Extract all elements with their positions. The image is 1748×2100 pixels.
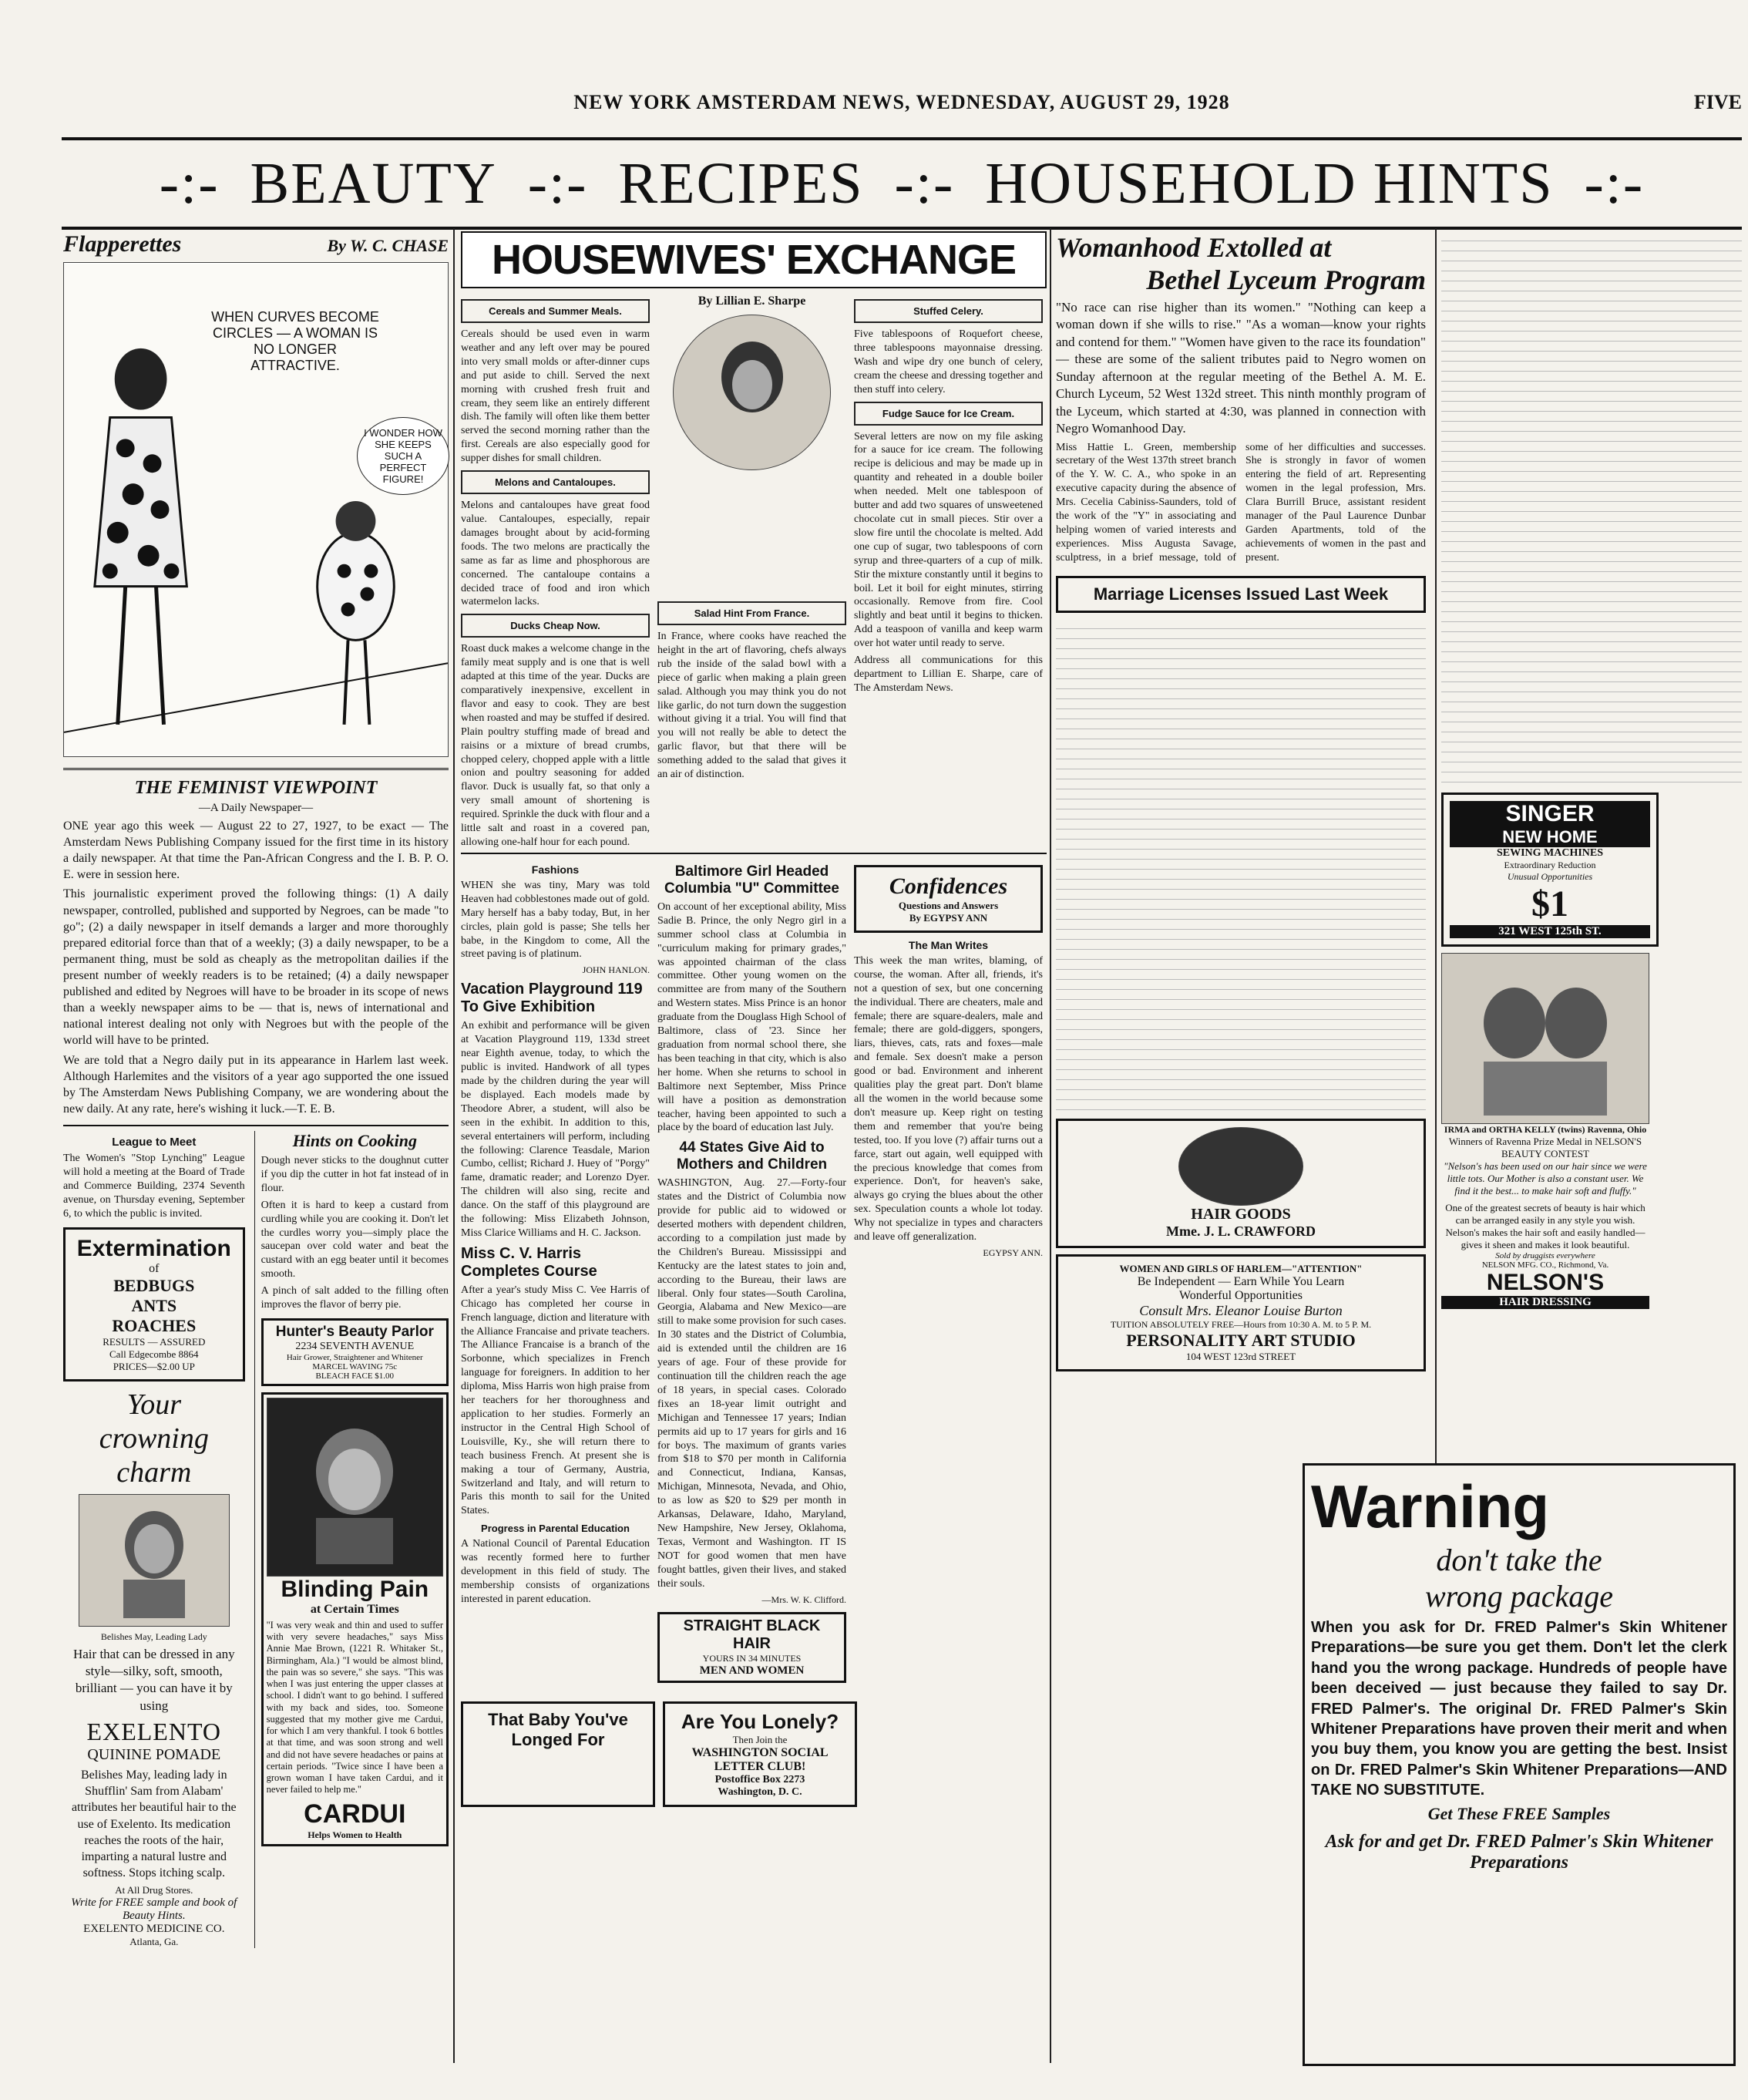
exelento-stores: At All Drug Stores.: [115, 1884, 193, 1896]
straight-sub2: MEN AND WOMEN: [699, 1664, 805, 1677]
exelento-city: Atlanta, Ga.: [129, 1936, 179, 1948]
portrait-icon: [706, 335, 798, 450]
exchange-body: [461, 294, 1047, 853]
melons-body: Melons and cantaloupes have great food value. Cantaloupes, especially, repair damages brought about by acid-forming foods. The two melons are practically the same as far as lime and phosphorous are concerned. The cantaloupe contains a decided trace of food and iron which watermelon lacks.: [461, 500, 650, 608]
hints-title: Hints on Cooking: [292, 1130, 417, 1150]
feminist-source: —A Daily Newspaper—: [198, 802, 314, 814]
cardui-tag: Helps Women to Health: [308, 1829, 402, 1840]
confidences-heading: The Man Writes: [908, 938, 989, 951]
harris-title: Miss C. V. Harris Completes Course: [461, 1244, 597, 1280]
crowning-line: crowning: [99, 1422, 209, 1455]
harlem-ad: [1056, 1254, 1426, 1371]
salad-head: Salad Hint From France.: [657, 601, 846, 625]
cardui-photo: [267, 1398, 443, 1577]
exchange-col-3: [854, 294, 1043, 853]
cardui-title: Blinding Pain: [281, 1576, 429, 1602]
states-title: 44 States Give Aid to Mothers and Children: [676, 1139, 828, 1173]
states-sig: —Mrs. W. K. Clifford.: [761, 1594, 846, 1605]
vacation-body: An exhibit and performance will be given at Vacation Playground 119, 133d street near Eighth avenue, today, to which the public is invited. Handwork of all types made by the children during the year will be displayed. Each models made by Theodore Abrer, a student, will also be seen in the exhibit. In addition to this, several entertainers will perform, including the following: Clarence Teasdale, Marion Cumbo, cellist; Richard J. Huey of "Porgy" fame, dramatic reader; and Lorenzo Dyer. The children will also sing, recite and dance. On the staff of this playground are the following: Miss Elizabeth Johnson, Miss Clarice Williams and H. C. Jackson.: [461, 1020, 650, 1239]
crawford-ad: [1056, 1119, 1426, 1248]
warning-body: When you ask for Dr. FRED Palmer's Skin Whitener Preparations—be sure you get them. Don't let the clerk hand you the wrong package. Hundreds of people have been deceived — just because they failed to say Dr. FRED Palmer's. The original Dr. FRED Palmer's Skin Whitener Preparations have proven their merit and when you buy them, you know you are getting the best. Insist on Dr. FRED Palmer's Skin Whitener Preparations—AND TAKE NO SUBSTITUTE.: [1311, 1619, 1727, 1799]
cardui-body: "I was very weak and thin and used to suffer with very severe headaches," says Miss Annie Mae Brown, (1221 R. Whitaker St., Birmingham, Ala.) "I would be almost blind, the pain was so severe," she says. "This was when I was just entering the upper classes at school. I didn't want to go behind. I suffered with my back and sides, too. Someone suggested that my mother give me Cardui, for which I am very thankful. I took 6 bottles at that time, and was soon strong and well and did not have severe headaches or pains at certain periods. "Twice since I have been a grown woman I have taken Cardui, and it never failed to help me.": [266, 1619, 443, 1795]
womanhood-title-1: Womanhood Extolled at: [1056, 232, 1332, 263]
banner-recipes: RECIPES: [618, 150, 864, 216]
banner-beauty: BEAUTY: [250, 150, 497, 216]
hunters-line: BLEACH FACE $1.00: [315, 1371, 395, 1381]
marriage-listing: [1056, 619, 1426, 1112]
exelento-brand: EXELENTO: [86, 1718, 222, 1746]
harlem-line: Consult Mrs. Eleanor Louise Burton: [1139, 1302, 1343, 1318]
confidences-sig: EGYPSY ANN.: [983, 1247, 1043, 1258]
feminist-title: THE FEMINIST VIEWPOINT: [134, 778, 378, 798]
fudge-head: Fudge Sauce for Ice Cream.: [854, 402, 1043, 426]
ext-line: PRICES—$2.00 UP: [113, 1360, 195, 1372]
twins-icon: [1461, 961, 1630, 1116]
nelsons-ad: [1441, 953, 1649, 1309]
hints-paragraph: Dough never sticks to the doughnut cutter if you dip the cutter in hot fat instead of in flour.: [261, 1154, 449, 1194]
straight-sub: YOURS IN 34 MINUTES: [702, 1652, 802, 1664]
singer-price: $1: [1531, 883, 1568, 924]
feminist-paragraph: ONE year ago this week — August 22 to 27, 1927, to be exact — The Amsterdam News Publishing Company issued for the first time in its history a daily newspaper. At that time the Pan-African Congress and the I. B. P. O. E. were in session here.: [63, 819, 449, 882]
exchange-title: HOUSEWIVES' EXCHANGE: [461, 231, 1047, 288]
cereals-head: Cereals and Summer Meals.: [461, 299, 650, 323]
banner-household-hints: HOUSEHOLD HINTS: [985, 150, 1554, 216]
author-portrait: [673, 315, 831, 470]
baby-ad: [461, 1701, 655, 1807]
warning-line: don't take the: [1436, 1543, 1602, 1577]
league-title: League to Meet: [112, 1135, 197, 1149]
crowning-line: Your: [126, 1388, 181, 1421]
center-lower-col-1: [461, 859, 650, 1689]
lonely-line: Washington, D. C.: [718, 1785, 802, 1798]
warning-title: Warning: [1311, 1472, 1550, 1540]
exchange-col-2: [657, 294, 846, 853]
center-lower: [461, 853, 1047, 1689]
womanhood-title-2: Bethel Lyceum Program: [1146, 264, 1426, 295]
ext-line: ANTS: [131, 1295, 177, 1315]
section-banner: [62, 137, 1742, 230]
hunters-title: Hunter's Beauty Parlor: [275, 1323, 434, 1340]
vacation-title: Vacation Playground 119 To Give Exhibition: [461, 981, 643, 1016]
confidences-by: By EGYPSY ANN: [909, 911, 988, 924]
twins-photo: [1441, 953, 1649, 1124]
lonely-line: WASHINGTON SOCIAL LETTER CLUB!: [691, 1745, 829, 1773]
singer-line: Unusual Opportunities: [1507, 871, 1593, 882]
ext-line: BEDBUGS: [113, 1275, 195, 1295]
speech-bubble: I WONDER HOW SHE KEEPS SUCH A PERFECT FIGURE!: [357, 417, 449, 495]
harlem-line: TUITION ABSOLUTELY FREE—Hours from 10:30 A. M. to 5 P. M.: [1110, 1318, 1372, 1330]
ext-line: ROACHES: [112, 1315, 197, 1335]
cardui-sub: at Certain Times: [310, 1602, 399, 1616]
nelsons-body: Winners of Ravenna Prize Medal in NELSON'S BEAUTY CONTEST: [1448, 1136, 1642, 1159]
lonely-title: Are You Lonely?: [681, 1709, 839, 1733]
exelento-brand2: QUININE POMADE: [87, 1746, 221, 1764]
hair-goods-image: [1178, 1127, 1303, 1206]
page-number: FIVE: [1693, 91, 1742, 113]
cereals-body: Cereals should be used even in warm weather and any left over may be poured into very small molds or after-dinner cups and put aside to chill. Served the next morning with crushed fresh fruit and cream, they seem like an entirely different dish. The family will often like them better served the second morning rather than the first. Cereals are also especially good for supper dishes for small children.: [461, 328, 650, 465]
portrait-caption: Belishes May, Leading Lady: [100, 1631, 207, 1642]
hunters-ad: [261, 1318, 449, 1386]
masthead: [62, 91, 1742, 122]
warning-ad: [1303, 1463, 1736, 2066]
parental-title: Progress in Parental Education: [481, 1523, 630, 1535]
confidences-box: [854, 865, 1043, 933]
center-lower-col-2: [657, 859, 846, 1689]
singer-brand: SINGER: [1450, 801, 1650, 827]
baby-title: That Baby You've Longed For: [488, 1709, 628, 1749]
ext-title: Extermination: [76, 1235, 231, 1261]
league-body: The Women's "Stop Lynching" League will hold a meeting at the Board of Trade and Commerce Building, 2374 Seventh avenue, on Thursday evening, September 6, to which the public is invited.: [63, 1152, 245, 1220]
column-rule: [453, 228, 455, 2063]
feminist-paragraph: We are told that a Negro daily put in its appearance in Harlem last week. Although Harlemites and the visitors of a year ago supported the one issued by The Amsterdam News Publishing Company, we are wondering about the new daily. At any rate, here's wishing it luck.—T. E. B.: [63, 1053, 449, 1116]
warning-free: Get These FREE Samples: [1427, 1803, 1611, 1823]
baltimore-title: Baltimore Girl Headed Columbia "U" Committee: [664, 863, 840, 897]
fashions-author: JOHN HANLON.: [582, 964, 650, 976]
exchange-address: Address all communications for this department to Lillian E. Sharpe, care of The Amsterdam News.: [854, 655, 1043, 694]
warning-line: wrong package: [1424, 1579, 1614, 1614]
nelsons-co: NELSON MFG. CO., Richmond, Va.: [1481, 1260, 1609, 1270]
singer-brand2: NEW HOME: [1450, 827, 1650, 847]
exelento-ad: [63, 1388, 245, 1949]
ext-line: RESULTS — ASSURED: [103, 1335, 206, 1348]
banner-sep: -:-: [894, 150, 955, 216]
womanhood-body: Miss Hattie L. Green, membership secretary of the West 137th street branch of the Y. W. C. A., who spoke in an executive capacity during the absence of Mrs. Cecelia Cabiniss-Saunders, told of the work of the "Y" in associating and helping women of varied interests and experiences. Miss Augusta Savage, sculptress, in a brief message, told of some of her difficulties and successes. She is strongly in favor of women entering the field of art. Representing women in the legal profession, Mrs. Clara Burrill Bruce, assistant resident manager of the Paul Laurence Dunbar Garden Apartments, told of the achievements of women in the past and present.: [1056, 441, 1426, 564]
states-body: WASHINGTON, Aug. 27.—Forty-four states and the District of Columbia now provide for public aid to widowed or deserted mothers with dependent children, according to a compilation just made by the Children's Bureau. Mississippi and Kentucky are the latest states to join and, according to the Bureau, their laws are liberal. Only four states—South Carolina, Georgia, Alabama and New Mexico—are still to make some provision for such cases. In 30 states and the District of Columbia, aid is extended until the children are 16 years of age. Four of these provide for continuation till the children reach the age of 18 years, in special cases. Colorado fixes an 18-year limit outright and Michigan and Tennessee 17 years; Indian permits aid up to 17 years for girls and 16 for boys. The maximum of grants varies from $18 to $70 per month in California and Connecticut, Indiana, Kansas, Michigan, Minnesota, Nevada, and Ohio, to as low as $20 to $29 per month in Arkansas, Delaware, Idaho, Maryland, New Hampshire, New Jersey, Oklahoma, Texas, Vermont and Washington. IT IS NOT for good women that men have fought battles, given their lives, and staked their souls.: [657, 1177, 846, 1590]
feminist-paragraph: This journalistic experiment proved the following things: (1) A daily newspaper, controlled, published and supported by Negroes, can be made "to go"; (2) a daily newspaper in itself demands a larger and more thoroughly prepared editorial force than that of a weekly; (3) a daily newspaper, to be a permanent thing, must be sold as cheaply as the metropolitan dailies if the present number of weekly readers is to be retained; (4) a daily newspaper published and edited by Negroes will have to be broader in its scope of news than a weekly newspaper aims to be — that is, news of international and national interest dealing not only with Negroes but with the people of the world will have to be printed.: [63, 887, 449, 1048]
center-lower-col-3: [854, 859, 1043, 1689]
banner-sep: -:-: [527, 150, 588, 216]
singer-ad: [1441, 793, 1659, 947]
harlem-line: WOMEN AND GIRLS OF HARLEM—"ATTENTION": [1119, 1262, 1363, 1274]
confidences-body: This week the man writes, blaming, of course, the woman. After all, friends, it's not a question of sex, but one concerning the individual. There are cheaters, male and female; there are square-dealers, male and female; there are gold-diggers, spongers, liars, thieves, cats, rats and foxes—male and female. Sex doesn't make a person good or bad. Environment and inherent qualities play the great part. Don't blame all the women in the world because some don't measure up. Keep right on testing them and remember that you're being tested, too. If you love (?) affair turns out a farce, start out again, well equipped with the precious knowledge that comes from experience. Don't, for heaven's sake, always go crying the blues about the other sex. Speculation counts a whole lot today. Why not specialize in types and characters and leave off generalization.: [854, 954, 1043, 1244]
column-rule: [1050, 228, 1051, 2063]
salad-body: In France, where cooks have reached the height in the art of flavoring, chefs always rub the inside of the salad bowl with a piece of garlic when making a plain green salad. Although you may think you do not like garlic, do not turn down the suggestion without giving it a trial. You will find that you will not really be able to detect the garlic flavor, but that there will be something added to the salad that gives it an air of distinction.: [657, 631, 846, 781]
masthead-line: NEW YORK AMSTERDAM NEWS, WEDNESDAY, AUGUST 29, 1928: [573, 91, 1230, 113]
nelsons-caption: IRMA and ORTHA KELLY (twins) Ravenna, Ohio: [1444, 1124, 1647, 1135]
flapperettes-byline: By W. C. CHASE: [327, 236, 449, 255]
womanhood-lead: "No race can rise higher than its women." "Nothing can keep a woman down if she wills to rise." "As a woman—know your rights and contend for them." "Women have given to the race its foundation" — these are some of the salient tributes paid to Negro women on Sunday afternoon at the regular meeting of the Bethel A. M. E. Church Lyceum, 52 West 132d street. This ninth monthly program of the Lyceum, which started at 4:30, was planned in connection with Negro Womanhood Day.: [1056, 300, 1426, 436]
portrait-icon: [293, 1410, 416, 1564]
parental-body: A National Council of Parental Education was recently formed here to further development in this field of study. The membership consists of organizations interested in parent education.: [461, 1538, 650, 1605]
column-left: [63, 231, 449, 1948]
ducks-head: Ducks Cheap Now.: [461, 614, 650, 638]
exelento-body2: Belishes May, leading lady in Shufflin' Sam from Alabam' attributes her beautiful hair to the use of Exelento. Its medication reaches the roots of the hair, imparting a natural lustre and softness. Stops itching scalp.: [71, 1769, 237, 1880]
nelsons-brand2: HAIR DRESSING: [1441, 1296, 1649, 1309]
confidences-title: Confidences: [889, 873, 1008, 899]
fudge-body: Several letters are now on my file asking for a sauce for ice cream. The following recipe is delicious and may be made up in quantity and reheated in a double boiler when needed. Melt one tablespoon of butter and add two squares of unsweetened chocolate cut in small pieces. Stir over a slow fire until the chocolate is melted. Add one cup of sugar, two tablespoons of corn syrup and three-quarters of a cup of milk. Stir the mixture constantly until it begins to boil. Let it boil for eight minutes, stirring occasionally. Remove from fire. Cool slightly and beat until it begins to thicken. Add a teaspoon of vanilla and keep warm over hot water until ready to serve.: [854, 430, 1043, 650]
nelsons-body2: One of the greatest secrets of beauty is hair which can be arranged easily in any style you wish. Nelson's makes the hair soft and easily handled—gives it sheen and makes it look beautiful.: [1445, 1202, 1645, 1250]
nelsons-sold: Sold by druggists everywhere: [1495, 1251, 1595, 1260]
nelsons-quote: "Nelson's has been used on our hair since we were little tots. Our Mother is also a constant user. We find it the best... to make hair soft and fluffy.": [1444, 1160, 1647, 1196]
column-right: [1441, 231, 1742, 1309]
melons-head: Melons and Cantaloupes.: [461, 470, 650, 494]
cardui-brand: CARDUI: [304, 1799, 406, 1829]
marriage-listing-cont: [1441, 231, 1742, 786]
ext-line: Call Edgecombe 8864: [109, 1348, 199, 1360]
fashions-poem: WHEN she was tiny, Mary was told Heaven had cobblestones made out of gold. Mary herself has a baby today, But, in her circles, plain gold is passe; She tells her babe, in the Kingdom to come, All the street paving is of platinum.: [461, 879, 650, 961]
straight-title: STRAIGHT BLACK HAIR: [683, 1617, 821, 1652]
feminist-article: [63, 768, 449, 1117]
hunters-line: MARCEL WAVING 75c: [312, 1361, 398, 1371]
column-womanhood: [1056, 231, 1426, 1378]
lower-left-col-a: [63, 1131, 245, 1948]
portrait-photo: [79, 1494, 230, 1627]
singer-line: SEWING MACHINES: [1496, 847, 1604, 859]
banner-sep: -:-: [1584, 150, 1645, 216]
extermination-ad: [63, 1227, 245, 1381]
exelento-co: EXELENTO MEDICINE CO.: [83, 1923, 225, 1936]
harlem-line: PERSONALITY ART STUDIO: [1126, 1330, 1356, 1350]
marriage-title: Marriage Licenses Issued Last Week: [1093, 584, 1389, 604]
banner-sep: -:-: [159, 150, 220, 216]
harlem-line: 104 WEST 123rd STREET: [1185, 1350, 1296, 1362]
crawford-line: HAIR GOODS: [1191, 1205, 1291, 1223]
flapperettes-title: Flapperettes: [63, 231, 182, 257]
lonely-line: Then Join the: [732, 1733, 788, 1745]
crowning-line: charm: [116, 1456, 192, 1489]
warning-tail: Ask for and get Dr. FRED Palmer's Skin Whitener Preparations: [1325, 1831, 1713, 1873]
straight-hair-ad: [657, 1612, 846, 1683]
marriage-box: [1056, 576, 1426, 613]
celery-body: Five tablespoons of Roquefort cheese, three tablespoons mayonnaise dressing. Wash and wipe dry one bunch of celery, cream the cheese and dressing together and then stuff into celery.: [854, 328, 1043, 395]
harris-body: After a year's study Miss C. Vee Harris of Chicago has completed her course in French language, diction and literature with the Alliance Francaise and private teachers. The Alliance Francaise is a branch of the Sorbonne, which specializes in French language for foreigners. In addition to her diploma, Miss Harris won high praise from her teachers for her thoroughness and application to her studies. Formerly an instructor in the Central High School of Louisville, Ky., she will return there to teach business French. At present she is making a tour of Germany, Austria, Switzerland and Italy, and will return to Paris this month to sail for the United States.: [461, 1284, 650, 1517]
exchange-byline: By Lillian E. Sharpe: [698, 294, 806, 308]
confidences-sub: Questions and Answers: [898, 899, 999, 911]
singer-addr: 321 WEST 125th ST.: [1450, 925, 1650, 938]
crawford-line: Mme. J. L. CRAWFORD: [1166, 1223, 1316, 1239]
nelsons-brand: NELSON'S: [1486, 1270, 1605, 1295]
exelento-body: Hair that can be dressed in any style—silky, soft, smooth, brilliant — you can have it by using: [72, 1646, 235, 1713]
harlem-line: Be Independent — Earn While You Learn: [1137, 1274, 1345, 1288]
lonely-line: Postoffice Box 2273: [714, 1773, 805, 1785]
exelento-write: Write for FREE sample and book of Beauty Hints.: [71, 1896, 237, 1923]
column-center: [461, 231, 1047, 1813]
cartoon-illustration: [63, 262, 449, 757]
hints-paragraph: Often it is hard to keep a custard from curdling while you are cooking it. Don't let the curdles worry you—simply place the saucepan over cold water and beat the custard with an egg beater until it becomes smooth.: [261, 1199, 449, 1281]
speech-bubble: WHEN CURVES BECOME CIRCLES — A WOMAN IS NO LONGER ATTRACTIVE.: [211, 309, 379, 373]
portrait-icon: [108, 1503, 200, 1618]
flapperettes-header: [63, 231, 449, 257]
hints-paragraph: A pinch of salt added to the filling often improves the flavor of berry pie.: [261, 1285, 449, 1311]
fashions-title: Fashions: [531, 863, 580, 876]
singer-line: Extraordinary Reduction: [1504, 860, 1596, 870]
exchange-col-1: [461, 294, 650, 853]
hunters-line: Hair Grower, Straightener and Whitener: [286, 1352, 423, 1362]
ext-of: of: [149, 1261, 160, 1275]
center-ads: [461, 1695, 1047, 1813]
harlem-line: Wonderful Opportunities: [1178, 1288, 1303, 1302]
cardui-ad: [261, 1392, 449, 1846]
baltimore-body: On account of her exceptional ability, Miss Sadie B. Prince, the only Negro girl in a summer school class at Columbia in "curriculum making for primary grades," was appointed chairman of the class committee. Other young women on the committee are from many of the Southern and Western states. Miss Prince is an honor graduate from the Douglass High School of Baltimore, class of '23. Since her graduation from normal school there, she has been teaching in that city, which is also her home. When she returns to school in Baltimore next September, Miss Prince will have a position as demonstration teacher, having been appointed to such a place by the board of education last July.: [657, 900, 846, 1134]
ducks-body: Roast duck makes a welcome change in the family meat supply and is one that is well adapted at this time of the year. Ducks are comparatively inexpensive, excellent in flavor and easy to cook. They are best when roasted and may be stuffed if desired. Plain poultry stuffing made of bread and raisins or a mixture of bread crumbs, chopped celery, chopped apple with a little onion and poultry seasoning for added flavor. Duck is usually fat, so that only a very small amount of shortening is required. Sprinkle the duck with flour and a little salt and roast in a covered pan, allowing one-half hour for each pound.: [461, 643, 650, 848]
lower-left: [63, 1125, 449, 1948]
lower-left-col-b: [254, 1131, 449, 1948]
lonely-ad: [663, 1701, 857, 1807]
celery-head: Stuffed Celery.: [854, 299, 1043, 323]
hunters-addr: 2234 SEVENTH AVENUE: [295, 1340, 415, 1352]
